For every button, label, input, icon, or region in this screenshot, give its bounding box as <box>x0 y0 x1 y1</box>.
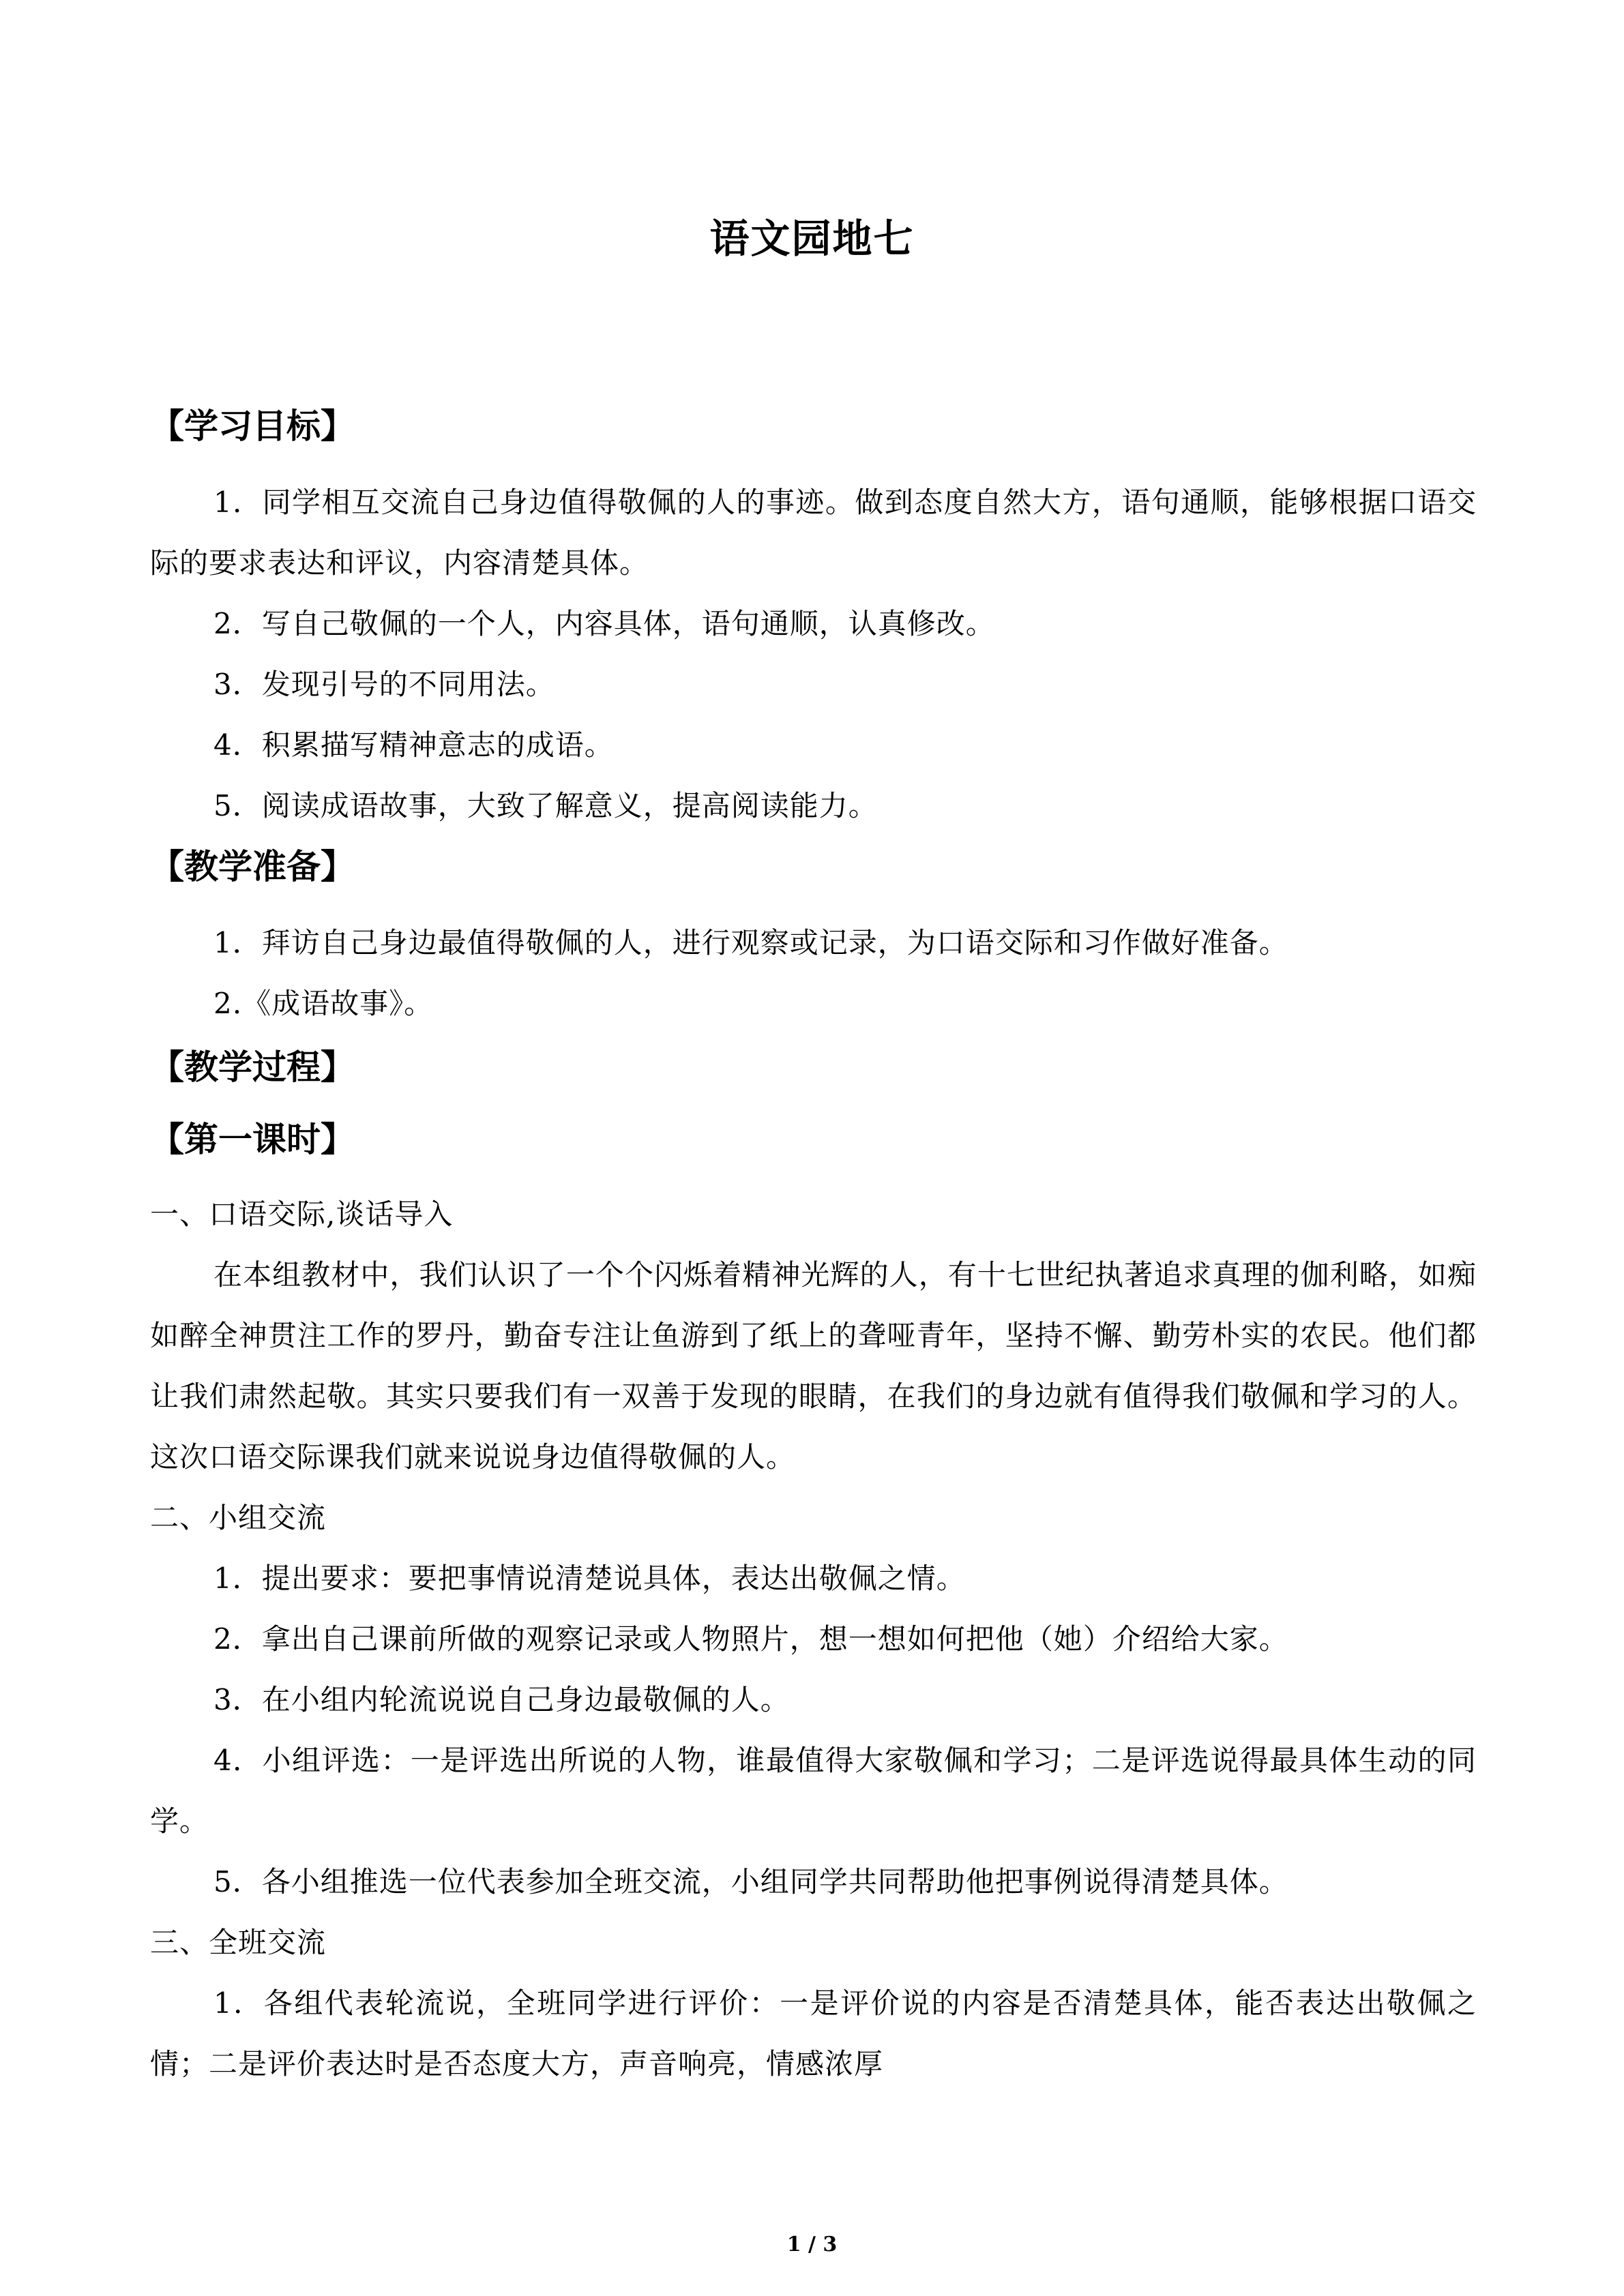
prep-heading: 【教学准备】 <box>150 847 355 886</box>
prep-item: 2.《成语故事》。 <box>213 987 434 1020</box>
lesson1-heading: 【第一课时】 <box>150 1120 355 1159</box>
goal-item: 3．发现引号的不同用法。 <box>213 668 555 701</box>
goal-item: 1．同学相互交流自己身边值得敬佩的人的事迹。做到态度自然大方，语句通顺，能够根据口语交际的要求表达和评议，内容清楚具体。 <box>150 486 1477 580</box>
part1-text: 在本组教材中，我们认识了一个个闪烁着精神光辉的人，有十七世纪执著追求真理的伽利略，如痴如醉全神贯注工作的罗丹，勤奋专注让鱼游到了纸上的聋哑青年，坚持不懈、勤劳朴实的农民。他们都让我们肃然起敬。其实只要我们有一双善于发现的眼睛，在我们的身边就有值得我们敬佩和学习的人。这次口语交际课我们就来说说身边值得敬佩的人。 <box>150 1258 1477 1474</box>
prep-item: 1．拜访自己身边最值得敬佩的人，进行观察或记录，为口语交际和习作做好准备。 <box>213 926 1288 959</box>
process-heading: 【教学过程】 <box>150 1047 355 1087</box>
part2-item: 4．小组评选：一是评选出所说的人物，谁最值得大家敬佩和学习；二是评选说得最具体生动的同学。 <box>150 1744 1477 1838</box>
part2-item: 3．在小组内轮流说说自己身边最敬佩的人。 <box>213 1683 790 1716</box>
goals-heading: 【学习目标】 <box>150 406 355 446</box>
part2-item: 5．各小组推选一位代表参加全班交流，小组同学共同帮助他把事例说得清楚具体。 <box>213 1865 1288 1898</box>
goal-item: 2．写自己敬佩的一个人，内容具体，语句通顺，认真修改。 <box>213 607 995 640</box>
goal-item: 5．阅读成语故事，大致了解意义，提高阅读能力。 <box>213 789 878 822</box>
part3-item: 1．各组代表轮流说，全班同学进行评价：一是评价说的内容是否清楚具体，能否表达出敬佩之情；二是评价表达时是否态度大方，声音响亮，情感浓厚 <box>150 1986 1477 2081</box>
part2-item: 1．提出要求：要把事情说清楚说具体，表达出敬佩之情。 <box>213 1562 966 1595</box>
part1-title: 一、口语交际,谈话导入 <box>150 1197 454 1231</box>
part2-item: 2．拿出自己课前所做的观察记录或人物照片，想一想如何把他（她）介绍给大家。 <box>213 1622 1288 1656</box>
document-title: 语文园地七 <box>709 215 915 262</box>
goal-item: 4．积累描写精神意志的成语。 <box>213 728 614 762</box>
document-body <box>150 382 1477 2094</box>
part2-title: 二、小组交流 <box>150 1501 327 1534</box>
part3-title: 三、全班交流 <box>150 1926 327 1959</box>
page-number: 1 / 3 <box>786 2233 838 2256</box>
